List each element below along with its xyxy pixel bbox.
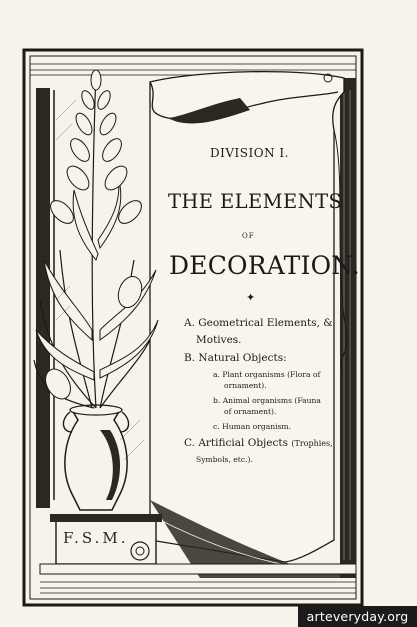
title-line-2: DECORATION. xyxy=(169,251,360,280)
title-of: OF xyxy=(242,232,255,240)
section-c-main: C. Artificial Objects xyxy=(184,437,289,449)
title-line-1: THE ELEMENTS xyxy=(168,190,343,213)
section-a-cont: Motives. xyxy=(196,334,242,346)
right-frame xyxy=(340,78,356,578)
watermark-badge[interactable]: arteveryday.org xyxy=(298,606,417,627)
artist-monogram: F.S.M. xyxy=(63,529,129,547)
section-c xyxy=(184,437,333,449)
subsection-c: c. Human organism. xyxy=(213,422,292,431)
ornament-star: ✦ xyxy=(246,291,256,304)
subsection-b-cont: of ornament). xyxy=(224,407,277,416)
section-a: A. Geometrical Elements, & xyxy=(184,317,333,329)
subsection-a-cont: ornament). xyxy=(224,381,267,390)
subsection-a: a. Plant organisms (Flora of xyxy=(213,370,321,379)
section-c-suffix: (Trophies, xyxy=(291,439,333,448)
section-c-cont: Symbols, etc.). xyxy=(196,455,253,464)
left-frame xyxy=(36,88,50,508)
section-b: B. Natural Objects: xyxy=(184,352,287,364)
division-heading: DIVISION I. xyxy=(210,146,289,160)
subsection-b: b. Animal organisms (Fauna xyxy=(213,396,321,405)
